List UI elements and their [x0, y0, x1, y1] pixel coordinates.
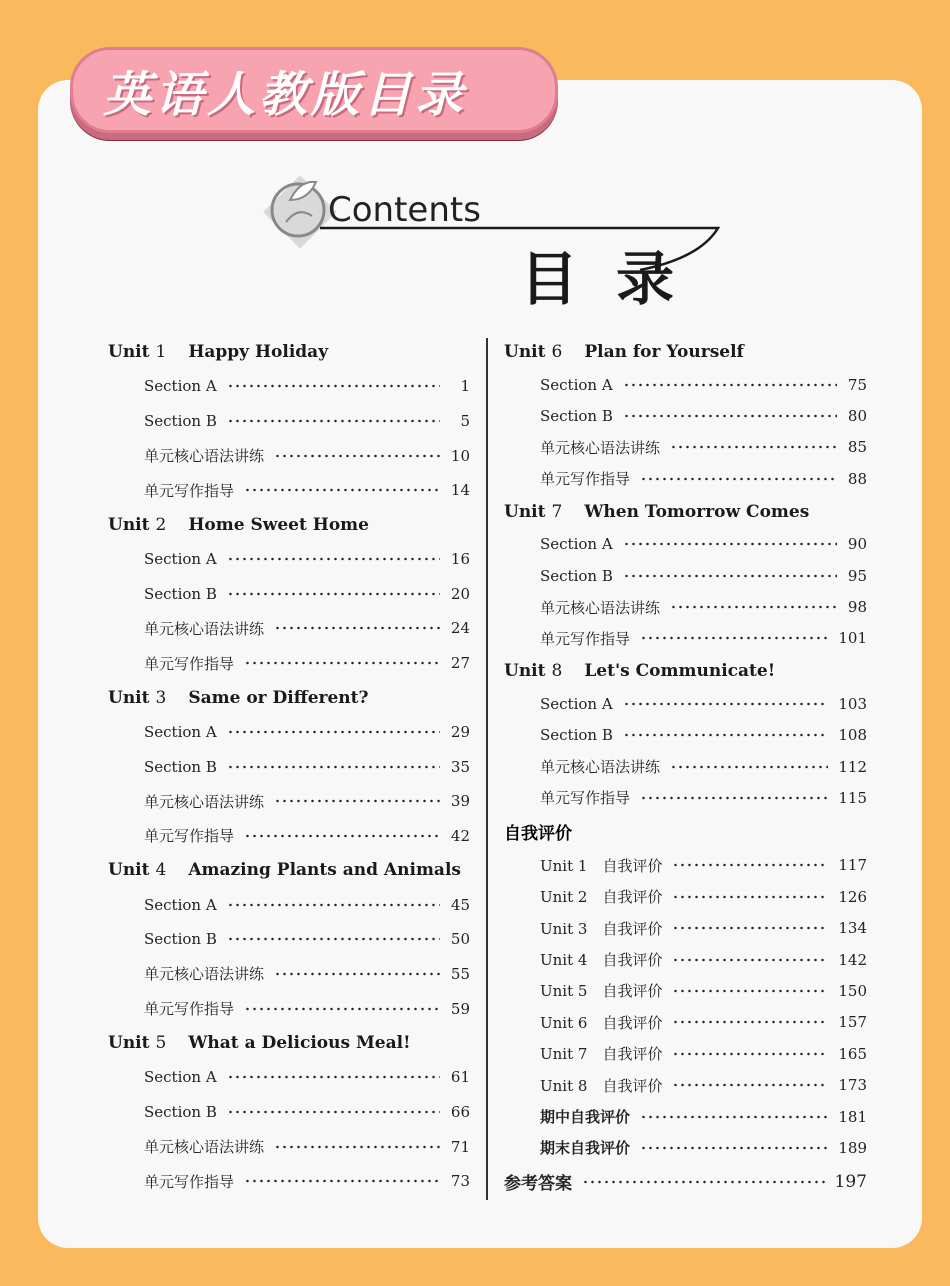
entry-label: Section A — [540, 694, 613, 713]
contents-heading — [260, 160, 730, 313]
entry-label: 单元核心语法讲练 — [540, 438, 661, 457]
dot-leader — [672, 1016, 828, 1028]
unit-heading[interactable] — [108, 853, 470, 887]
entry-label: 单元写作指导 — [540, 629, 631, 648]
dot-leader — [274, 450, 440, 462]
entry-label: Section A — [540, 535, 613, 554]
dot-leader — [672, 1079, 828, 1091]
page-number: 73 — [450, 1172, 470, 1191]
unit-title: Plan for Yourself — [584, 342, 744, 362]
page-number: 173 — [838, 1076, 867, 1095]
unit-number: 6 — [551, 342, 563, 362]
unit-heading[interactable] — [504, 495, 867, 529]
toc-entry[interactable] — [504, 1069, 867, 1100]
entry-label: Section B — [540, 726, 613, 745]
toc-entry[interactable] — [504, 881, 867, 912]
dot-leader — [244, 1003, 440, 1015]
unit-word: Unit — [504, 501, 546, 522]
toc-entry[interactable] — [504, 720, 867, 751]
page-number: 66 — [450, 1103, 470, 1122]
dot-leader — [244, 1175, 440, 1187]
unit-title: Let's Communicate! — [584, 661, 776, 682]
entry-label: Unit 5 自我评价 — [540, 982, 663, 1001]
toc-entry[interactable] — [504, 975, 867, 1006]
page-number: 45 — [450, 895, 470, 914]
page-number: 10 — [450, 446, 470, 465]
unit-heading[interactable] — [504, 335, 867, 369]
toc-entry[interactable] — [108, 957, 470, 992]
unit-heading[interactable] — [504, 654, 867, 688]
dot-leader — [227, 1071, 440, 1083]
dot-leader — [640, 632, 828, 644]
dot-leader — [227, 899, 440, 911]
dot-leader — [227, 726, 440, 738]
entry-label: 单元写作指导 — [144, 1000, 235, 1019]
toc-entry[interactable] — [108, 784, 470, 819]
page-number: 16 — [450, 550, 470, 569]
entry-label: Section B — [144, 1103, 217, 1122]
unit-title: Same or Different? — [188, 687, 369, 708]
page-number: 112 — [838, 757, 867, 776]
toc-entry[interactable] — [504, 850, 867, 881]
dot-leader — [640, 1142, 828, 1154]
entry-label: Section A — [540, 375, 613, 394]
toc-entry[interactable] — [504, 782, 867, 813]
entry-label: 期末自我评价 — [540, 1139, 631, 1158]
toc-entry[interactable] — [108, 369, 470, 404]
page-number: 80 — [847, 407, 867, 426]
dot-leader — [227, 553, 440, 565]
page-number: 115 — [838, 788, 867, 807]
dot-leader — [227, 933, 440, 945]
toc-entry[interactable] — [108, 819, 470, 854]
dot-leader — [670, 441, 837, 453]
dot-leader — [672, 859, 828, 871]
unit-word: Unit — [108, 687, 150, 708]
entry-label: 单元写作指导 — [540, 789, 631, 808]
page-number: 157 — [838, 1013, 867, 1032]
toc-entry[interactable] — [504, 463, 867, 494]
column-divider — [486, 338, 488, 1200]
entry-label: Unit 6 自我评价 — [540, 1013, 663, 1032]
right-column — [504, 335, 867, 1200]
page-number: 126 — [838, 887, 867, 906]
entry-label: Unit 8 自我评价 — [540, 1076, 663, 1095]
dot-leader — [640, 1111, 828, 1123]
toc-entry[interactable] — [108, 749, 470, 784]
toc-entry[interactable] — [504, 1038, 867, 1069]
dot-leader — [244, 657, 440, 669]
toc-entry[interactable] — [108, 1164, 470, 1199]
entry-label: Unit 2 自我评价 — [540, 888, 663, 907]
entry-label: 单元核心语法讲练 — [144, 965, 265, 984]
title-banner — [70, 47, 558, 133]
dot-leader — [640, 473, 837, 485]
dot-leader — [640, 792, 828, 804]
toc-entry[interactable] — [504, 591, 867, 622]
toc-entry[interactable] — [108, 991, 470, 1026]
toc-entry[interactable] — [504, 1132, 867, 1163]
dot-leader — [672, 922, 828, 934]
entry-label: Unit 7 自我评价 — [540, 1045, 663, 1064]
entry-label: 单元写作指导 — [144, 827, 235, 846]
entry-label: Unit 3 自我评价 — [540, 919, 663, 938]
dot-leader — [670, 601, 837, 613]
page-number: 95 — [847, 566, 867, 585]
toc-entry[interactable] — [108, 576, 470, 611]
dot-leader — [274, 1141, 440, 1153]
page-number: 88 — [847, 469, 867, 488]
entry-label: 单元核心语法讲练 — [540, 758, 661, 777]
unit-title: What a Delicious Meal! — [188, 1033, 411, 1053]
dot-leader — [244, 484, 440, 496]
dot-leader — [672, 954, 828, 966]
toc-entry[interactable] — [504, 751, 867, 782]
entry-label: 期中自我评价 — [540, 1108, 631, 1126]
dot-leader — [672, 891, 828, 903]
entry-label: Unit 1 自我评价 — [540, 856, 663, 875]
page-number: 134 — [838, 919, 867, 938]
dot-leader — [670, 761, 828, 773]
entry-label: Section B — [540, 566, 613, 585]
toc-entry[interactable] — [108, 887, 470, 922]
toc-entry[interactable] — [108, 715, 470, 750]
page-number: 142 — [838, 950, 867, 969]
dot-leader — [672, 1048, 828, 1060]
dot-leader — [227, 588, 440, 600]
unit-number: 8 — [551, 661, 563, 682]
dot-leader — [582, 1176, 825, 1188]
dot-leader — [227, 415, 440, 427]
entry-label: Unit 4 自我评价 — [540, 951, 663, 970]
entry-label: 单元写作指导 — [144, 654, 235, 673]
dot-leader — [623, 410, 837, 422]
unit-word: Unit — [108, 1033, 150, 1053]
page-number: 27 — [450, 654, 470, 673]
entry-label: 单元核心语法讲练 — [144, 619, 265, 638]
page-number: 181 — [838, 1107, 867, 1126]
entry-label: Section B — [540, 407, 613, 426]
page-number: 5 — [460, 412, 470, 431]
toc-entry[interactable] — [504, 529, 867, 560]
page-number: 108 — [838, 726, 867, 745]
dot-leader — [623, 729, 828, 741]
page-number: 98 — [847, 598, 867, 617]
toc-entry[interactable] — [108, 404, 470, 439]
dot-leader — [227, 380, 440, 392]
entry-label: 单元核心语法讲练 — [144, 447, 265, 466]
unit-word: Unit — [504, 661, 546, 682]
page-number: 85 — [847, 438, 867, 457]
unit-number: 3 — [155, 687, 167, 708]
toc-entry[interactable] — [504, 912, 867, 943]
page-number: 1 — [460, 377, 470, 396]
page-number: 75 — [847, 375, 867, 394]
page-number: 42 — [450, 826, 470, 845]
unit-title: Home Sweet Home — [188, 514, 369, 535]
entry-label: Section B — [144, 757, 217, 776]
unit-title: When Tomorrow Comes — [584, 501, 810, 522]
page-number: 59 — [450, 999, 470, 1018]
dot-leader — [623, 570, 837, 582]
page-number: 90 — [847, 535, 867, 554]
toc-entry[interactable] — [504, 623, 867, 654]
entry-label: Section A — [144, 550, 217, 569]
entry-label: 单元写作指导 — [540, 470, 631, 489]
page-number: 150 — [838, 981, 867, 1000]
toc-entry[interactable] — [108, 922, 470, 957]
toc-entry[interactable] — [504, 560, 867, 591]
entry-label: 单元写作指导 — [144, 1172, 235, 1191]
toc-entry[interactable] — [108, 1129, 470, 1164]
entry-label: 参考答案 — [504, 1174, 572, 1195]
unit-heading[interactable] — [108, 335, 470, 369]
toc-entry[interactable] — [108, 646, 470, 681]
dot-leader — [227, 1106, 440, 1118]
entry-label: Section B — [144, 584, 217, 603]
page-number: 103 — [838, 694, 867, 713]
unit-title: Happy Holiday — [188, 342, 329, 362]
page-number: 29 — [450, 722, 470, 741]
page-number: 39 — [450, 792, 470, 811]
entry-label: Section B — [144, 412, 217, 431]
page-number: 50 — [450, 930, 470, 949]
entry-label: Section B — [144, 930, 217, 949]
page-number: 101 — [838, 629, 867, 648]
entry-label: Section A — [144, 722, 217, 741]
entry-label: Section A — [144, 895, 217, 914]
unit-heading[interactable] — [108, 508, 470, 542]
dot-leader — [623, 379, 837, 391]
self-eval-heading: 自我评价 — [504, 824, 572, 845]
page-number: 24 — [450, 619, 470, 638]
unit-heading[interactable] — [108, 1026, 470, 1060]
toc-entry[interactable] — [108, 1060, 470, 1095]
unit-number: 2 — [155, 514, 167, 535]
page-number: 71 — [450, 1137, 470, 1156]
toc-entry[interactable] — [504, 1007, 867, 1038]
page-number: 197 — [834, 1171, 867, 1192]
unit-number: 1 — [155, 342, 167, 362]
unit-number: 7 — [551, 501, 563, 522]
dot-leader — [274, 795, 440, 807]
page-number: 61 — [450, 1068, 470, 1087]
unit-title: Amazing Plants and Animals — [188, 860, 461, 881]
toc-entry[interactable] — [108, 473, 470, 508]
dot-leader — [274, 622, 440, 634]
toc-entry[interactable] — [108, 1095, 470, 1130]
page-number: 14 — [450, 481, 470, 500]
entry-label: Section A — [144, 1068, 217, 1087]
toc-entry[interactable] — [108, 542, 470, 577]
toc-entry[interactable] — [504, 400, 867, 431]
mulu-title: 目录 — [520, 245, 713, 313]
left-column — [108, 335, 470, 1199]
toc-entry[interactable] — [504, 944, 867, 975]
dot-leader — [244, 830, 440, 842]
dot-leader — [623, 538, 837, 550]
unit-word: Unit — [504, 342, 546, 362]
banner-title: 英语人教版目录 — [103, 66, 468, 123]
unit-number: 4 — [155, 860, 167, 881]
page-number: 55 — [450, 964, 470, 983]
dot-leader — [227, 761, 440, 773]
toc-entry[interactable] — [504, 432, 867, 463]
page-number: 189 — [838, 1138, 867, 1157]
entry-label: 单元写作指导 — [144, 481, 235, 500]
entry-label: 单元核心语法讲练 — [144, 792, 265, 811]
unit-heading[interactable] — [108, 681, 470, 715]
toc-entry[interactable] — [504, 1164, 867, 1200]
page-number: 117 — [838, 856, 867, 875]
toc-entry[interactable] — [108, 438, 470, 473]
unit-number: 5 — [155, 1033, 167, 1053]
toc-entry[interactable] — [504, 688, 867, 719]
entry-label: Section A — [144, 377, 217, 396]
page-number: 165 — [838, 1044, 867, 1063]
dot-leader — [274, 968, 440, 980]
entry-label: 单元核心语法讲练 — [540, 598, 661, 617]
contents-word: Contents — [328, 190, 481, 230]
page-number: 20 — [450, 584, 470, 603]
dot-leader — [672, 985, 828, 997]
unit-word: Unit — [108, 342, 150, 362]
entry-label: 单元核心语法讲练 — [144, 1138, 265, 1157]
unit-word: Unit — [108, 860, 150, 881]
toc-entry[interactable] — [108, 611, 470, 646]
page-number: 35 — [450, 757, 470, 776]
dot-leader — [623, 698, 829, 710]
unit-word: Unit — [108, 514, 150, 535]
toc-entry[interactable] — [504, 369, 867, 400]
toc-entry[interactable] — [504, 1101, 867, 1132]
